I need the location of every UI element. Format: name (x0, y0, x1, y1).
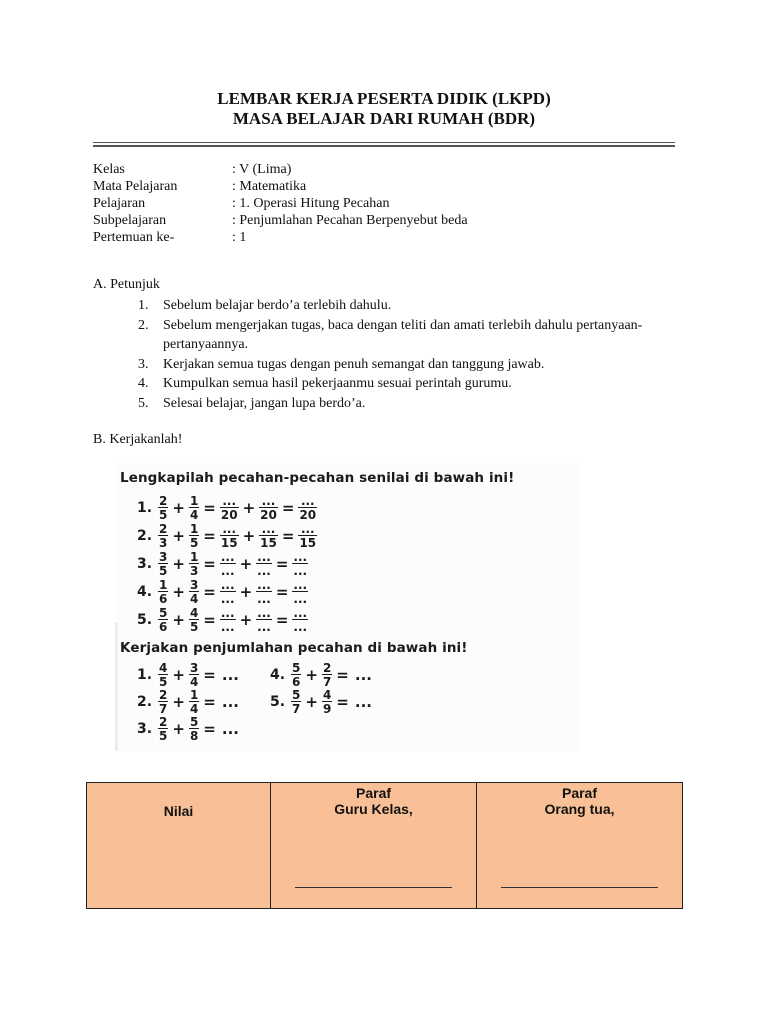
numerator: ... (257, 606, 271, 620)
exercise-panel (115, 463, 580, 751)
denominator: 5 (159, 508, 168, 522)
plus-sign: + (305, 693, 318, 711)
fraction (158, 716, 168, 742)
plus-sign: + (172, 693, 185, 711)
fraction (220, 551, 236, 577)
equals-sign: = (203, 527, 216, 545)
info-value-pertemuan: : 1 (232, 230, 247, 245)
equals-sign: = (203, 720, 216, 738)
equation-row (137, 494, 318, 522)
numerator: ... (220, 578, 235, 592)
numerator: 3 (189, 578, 199, 592)
denominator: ... (220, 592, 235, 606)
info-label-mata-pelajaran: Mata Pelajaran (93, 179, 178, 194)
equation-number: 2. (137, 528, 153, 544)
fraction (158, 551, 168, 577)
numerator: 1 (189, 522, 199, 536)
fraction (189, 523, 199, 549)
header-rule (93, 142, 675, 143)
numerator: ... (293, 578, 308, 592)
fraction (189, 551, 199, 577)
denominator: ... (293, 620, 308, 634)
numerator: ... (220, 606, 235, 620)
fraction (259, 495, 278, 521)
plus-sign: + (239, 611, 253, 629)
numerator: 2 (159, 522, 168, 536)
answer-dots: ... (221, 693, 239, 711)
fraction (256, 579, 272, 605)
equation-number: 4. (137, 584, 153, 600)
denominator: 3 (189, 564, 199, 578)
fraction (291, 662, 301, 688)
fraction (298, 523, 317, 549)
plus-sign: + (172, 583, 185, 601)
equation-row (137, 522, 318, 550)
exercise-heading-1: Lengkapilah pecahan-pecahan senilai di bawah ini! (120, 470, 515, 486)
instruction-item: 4. Kumpulkan semua hasil pekerjaanmu sesuai perintah gurumu. (138, 376, 512, 391)
info-label-subpelajaran: Subpelajaran (93, 213, 167, 228)
fraction (220, 607, 236, 633)
denominator: 5 (189, 620, 199, 634)
numerator: 4 (189, 606, 199, 620)
equation-number: 1. (137, 500, 153, 516)
equals-sign: = (203, 693, 216, 711)
parent-signature-line[interactable] (501, 887, 658, 888)
fraction (292, 607, 308, 633)
numerator: ... (257, 550, 271, 564)
info-value-pelajaran: : 1. Operasi Hitung Pecahan (232, 196, 390, 211)
numerator: 5 (159, 606, 168, 620)
denominator: 5 (159, 729, 168, 743)
denominator: 6 (159, 620, 168, 634)
denominator: 15 (299, 536, 317, 550)
denominator: 4 (189, 508, 199, 522)
equals-sign: = (336, 666, 349, 684)
equation-row (137, 578, 309, 606)
denominator: ... (257, 620, 271, 634)
numerator: 4 (322, 688, 332, 702)
equals-sign: = (203, 555, 216, 573)
denominator: 7 (159, 702, 168, 716)
fraction (220, 579, 236, 605)
section-a-heading: A. Petunjuk (93, 277, 160, 292)
numerator: 5 (292, 661, 301, 675)
fraction (298, 495, 317, 521)
equals-sign: = (203, 611, 216, 629)
teacher-paraf-label: Paraf (356, 785, 392, 801)
denominator: ... (220, 620, 235, 634)
signature-table (86, 782, 683, 909)
numerator: 1 (189, 688, 199, 702)
numerator: ... (222, 522, 237, 536)
fraction (256, 551, 272, 577)
equals-sign: = (281, 527, 295, 545)
denominator: 3 (159, 536, 168, 550)
plus-sign: + (172, 611, 185, 629)
parent-label: Orang tua, (544, 801, 615, 817)
equation-number: 3. (137, 556, 153, 572)
document-title: LEMBAR KERJA PESERTA DIDIK (LKPD) (217, 89, 551, 108)
denominator: 20 (220, 508, 238, 522)
fraction (256, 607, 272, 633)
numerator: 2 (159, 715, 168, 729)
teacher-paraf-cell (271, 783, 477, 909)
denominator: ... (293, 564, 308, 578)
denominator: 6 (292, 675, 301, 689)
denominator: ... (220, 564, 235, 578)
fraction (322, 689, 332, 715)
equation-number: 5. (137, 612, 153, 628)
fraction (189, 607, 199, 633)
addition-row (137, 661, 242, 689)
equals-sign: = (275, 611, 289, 629)
numerator: 3 (159, 550, 168, 564)
equals-sign: = (336, 693, 349, 711)
fraction (158, 495, 168, 521)
panel-edge (115, 623, 118, 751)
parent-paraf-cell (477, 783, 683, 909)
instruction-list (138, 296, 658, 413)
nilai-cell (87, 783, 271, 909)
denominator: ... (257, 564, 271, 578)
plus-sign: + (239, 555, 253, 573)
fraction (292, 579, 308, 605)
fraction (158, 523, 168, 549)
numerator: ... (261, 494, 276, 508)
equation-number: 5. (270, 694, 286, 710)
fraction (259, 523, 278, 549)
equation-row (137, 550, 309, 578)
numerator: 2 (322, 661, 332, 675)
equals-sign: = (275, 555, 289, 573)
fraction (322, 662, 332, 688)
instruction-item: 1. Sebelum belajar berdo’a terlebih dahulu. (138, 298, 392, 313)
denominator: 7 (292, 702, 301, 716)
teacher-label: Guru Kelas, (334, 801, 413, 817)
denominator: 4 (189, 592, 199, 606)
numerator: ... (300, 522, 315, 536)
fraction (158, 662, 168, 688)
fraction (189, 579, 199, 605)
info-value-mata-pelajaran: : Matematika (232, 179, 307, 194)
addition-row (270, 661, 375, 689)
denominator: 15 (220, 536, 238, 550)
plus-sign: + (172, 720, 185, 738)
fraction (291, 689, 301, 715)
numerator: ... (257, 578, 271, 592)
denominator: 5 (159, 675, 168, 689)
info-label-kelas: Kelas (93, 162, 125, 177)
document-subtitle: MASA BELAJAR DARI RUMAH (BDR) (232, 109, 536, 128)
plus-sign: + (242, 499, 256, 517)
plus-sign: + (242, 527, 256, 545)
equals-sign: = (203, 583, 216, 601)
equation-row (137, 606, 309, 634)
numerator: ... (293, 606, 308, 620)
fraction (189, 662, 199, 688)
answer-dots: ... (354, 666, 372, 684)
instruction-item: 3. Kerjakan semua tugas dengan penuh semangat dan tanggung jawab. (138, 356, 545, 372)
numerator: ... (220, 550, 235, 564)
info-value-kelas: : V (Lima) (232, 162, 292, 177)
answer-dots: ... (354, 693, 372, 711)
denominator: ... (257, 592, 271, 606)
section-b-heading: B. Kerjakanlah! (93, 432, 183, 447)
fraction (220, 523, 239, 549)
denominator: 20 (299, 508, 317, 522)
denominator: 15 (260, 536, 277, 550)
addition-row (270, 688, 375, 716)
addition-row (137, 715, 242, 743)
plus-sign: + (172, 499, 185, 517)
numerator: ... (293, 550, 308, 564)
denominator: 9 (322, 702, 332, 716)
equation-number: 1. (137, 667, 153, 683)
denominator: 5 (189, 536, 199, 550)
denominator: 4 (189, 702, 199, 716)
fraction (292, 551, 308, 577)
equation-number: 3. (137, 721, 153, 737)
instruction-item: 2. Sebelum mengerjakan tugas, baca dengan teliti dan amati terlebih dahulu pertanyaan-pertanyaannya. (138, 317, 643, 352)
numerator: 1 (159, 578, 168, 592)
info-label-pelajaran: Pelajaran (93, 196, 146, 211)
nilai-label: Nilai (163, 803, 194, 819)
denominator: 20 (260, 508, 277, 522)
info-value-subpelajaran: : Penjumlahan Pecahan Berpenyebut beda (232, 213, 468, 228)
numerator: 1 (189, 494, 199, 508)
denominator: 8 (189, 729, 199, 743)
denominator: 7 (322, 675, 332, 689)
numerator: 5 (189, 715, 199, 729)
fraction (220, 495, 239, 521)
plus-sign: + (172, 527, 185, 545)
instruction-item: 5. Selesai belajar, jangan lupa berdo’a. (138, 395, 366, 411)
fraction (189, 716, 199, 742)
equals-sign: = (281, 499, 295, 517)
numerator: ... (222, 494, 237, 508)
answer-dots: ... (221, 666, 239, 684)
fraction (158, 689, 168, 715)
equals-sign: = (203, 666, 216, 684)
equals-sign: = (275, 583, 289, 601)
denominator: ... (293, 592, 308, 606)
fraction (158, 607, 168, 633)
denominator: 6 (159, 592, 168, 606)
numerator: 3 (189, 661, 199, 675)
numerator: 5 (292, 688, 301, 702)
equation-number: 2. (137, 694, 153, 710)
plus-sign: + (172, 555, 185, 573)
numerator: ... (261, 522, 276, 536)
header-rule-thick (93, 145, 675, 147)
equation-number: 4. (270, 667, 286, 683)
denominator: 5 (159, 564, 168, 578)
fraction (189, 689, 199, 715)
numerator: ... (300, 494, 315, 508)
equals-sign: = (203, 499, 216, 517)
fraction (158, 579, 168, 605)
plus-sign: + (305, 666, 318, 684)
info-label-pertemuan: Pertemuan ke- (93, 230, 175, 245)
teacher-signature-line[interactable] (295, 887, 452, 888)
numerator: 2 (159, 494, 168, 508)
answer-dots: ... (221, 720, 239, 738)
numerator: 1 (189, 550, 199, 564)
numerator: 4 (159, 661, 168, 675)
denominator: 4 (189, 675, 199, 689)
addition-row (137, 688, 242, 716)
plus-sign: + (239, 583, 253, 601)
plus-sign: + (172, 666, 185, 684)
numerator: 2 (159, 688, 168, 702)
fraction (189, 495, 199, 521)
exercise-heading-2: Kerjakan penjumlahan pecahan di bawah ini! (120, 640, 468, 656)
parent-paraf-label: Paraf (561, 785, 598, 801)
